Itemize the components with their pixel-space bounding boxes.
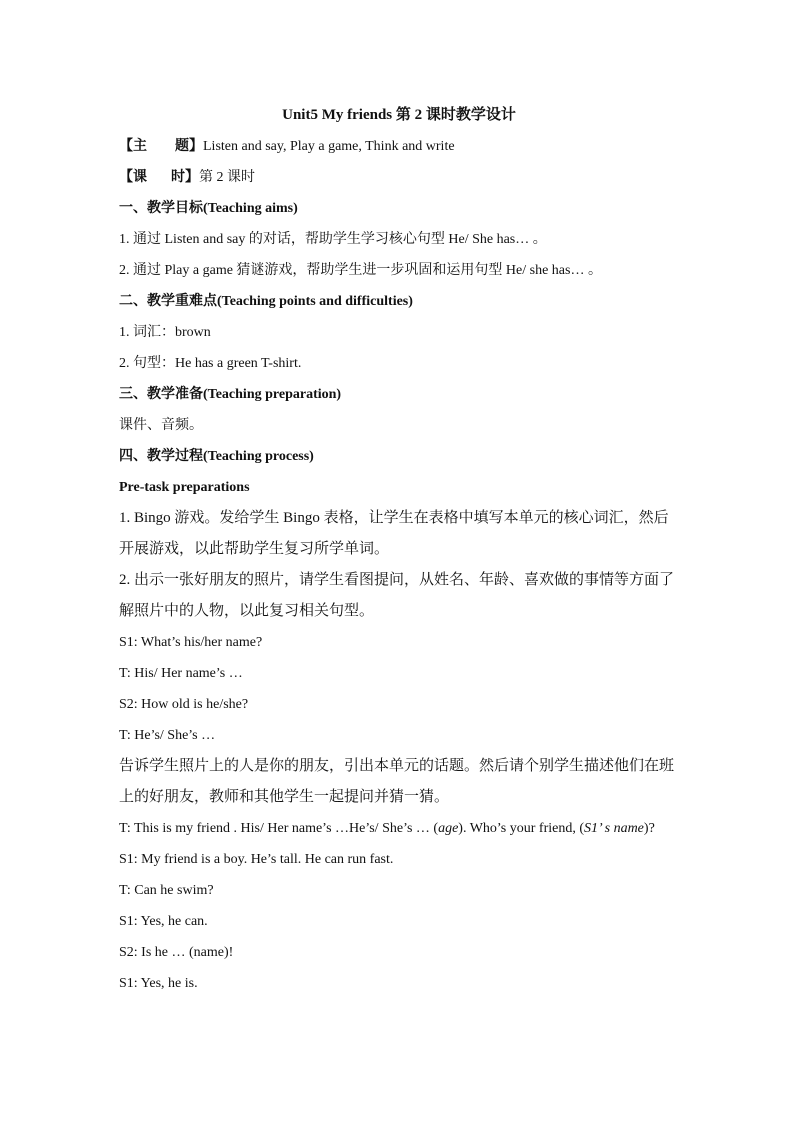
dialogue-line-8: S2: Is he … (name)! bbox=[119, 945, 234, 960]
teacher-prompt-age: age bbox=[438, 821, 459, 836]
document-title: Unit5 My friends 第 2 课时教学设计 bbox=[282, 107, 516, 123]
topic-value: Listen and say, Play a game, Think and write bbox=[203, 139, 455, 154]
point-item-2: 2. 句型：He has a green T-shirt. bbox=[119, 356, 302, 371]
dialogue-line-5: S1: My friend is a boy. He’s tall. He can run fast. bbox=[119, 852, 394, 867]
pre-task-subheading: Pre-task preparations bbox=[119, 480, 250, 495]
section-points-heading: 二、教学重难点(Teaching points and difficulties) bbox=[119, 294, 413, 309]
teacher-prompt-part-b: ). Who’s your friend, ( bbox=[458, 821, 585, 836]
lesson-label-b: 时】 bbox=[171, 170, 199, 185]
dialogue-line-7: S1: Yes, he can. bbox=[119, 914, 208, 929]
lesson-line bbox=[119, 162, 679, 193]
process-paragraph-1: 1. Bingo 游戏。发给学生 Bingo 表格，让学生在表格中填写本单元的核心词汇，然后开展游戏，以此帮助学生复习所学单词。 bbox=[119, 510, 669, 557]
section-process-heading: 四、教学过程(Teaching process) bbox=[119, 449, 314, 464]
section-preparation-heading: 三、教学准备(Teaching preparation) bbox=[119, 387, 342, 402]
lesson-label-a: 【课 bbox=[119, 170, 147, 185]
dialogue-line-1: S1: What’s his/her name? bbox=[119, 635, 263, 650]
teacher-prompt-part-c: )? bbox=[643, 821, 655, 836]
dialogue-line-3: S2: How old is he/she? bbox=[119, 697, 249, 712]
teacher-prompt-part-a: T: This is my friend . His/ Her name’s …He’s/ She’s … ( bbox=[119, 821, 439, 836]
dialogue-line-4: T: He’s/ She’s … bbox=[119, 728, 216, 743]
dialogue-line-2: T: His/ Her name’s … bbox=[119, 666, 243, 681]
topic-line bbox=[119, 131, 679, 162]
process-paragraph-2: 2. 出示一张好朋友的照片，请学生看图提问，从姓名、年龄、喜欢做的事情等方面了解照片中的人物，以此复习相关句型。 bbox=[119, 572, 675, 619]
dialogue-line-6: T: Can he swim? bbox=[119, 883, 214, 898]
document-body bbox=[119, 100, 679, 999]
dialogue-line-9: S1: Yes, he is. bbox=[119, 976, 198, 991]
teacher-prompt bbox=[119, 813, 679, 844]
aim-item-2: 2. 通过 Play a game 猜谜游戏，帮助学生进一步巩固和运用句型 He/ she has… 。 bbox=[119, 263, 602, 278]
lesson-value: 第 2 课时 bbox=[199, 170, 255, 185]
preparation-text: 课件、音频。 bbox=[119, 418, 203, 433]
topic-label-b: 题】 bbox=[175, 139, 203, 154]
topic-label-a: 【主 bbox=[119, 139, 147, 154]
aim-item-1: 1. 通过 Listen and say 的对话，帮助学生学习核心句型 He/ She has… 。 bbox=[119, 232, 547, 247]
point-item-1: 1. 词汇：brown bbox=[119, 325, 211, 340]
process-paragraph-3: 告诉学生照片上的人是你的朋友，引出本单元的话题。然后请个别学生描述他们在班上的好朋友，教师和其他学生一起提问并猜一猜。 bbox=[119, 758, 675, 805]
teacher-prompt-name: S1’ s name bbox=[584, 821, 644, 836]
section-aims-heading: 一、教学目标(Teaching aims) bbox=[119, 201, 298, 216]
